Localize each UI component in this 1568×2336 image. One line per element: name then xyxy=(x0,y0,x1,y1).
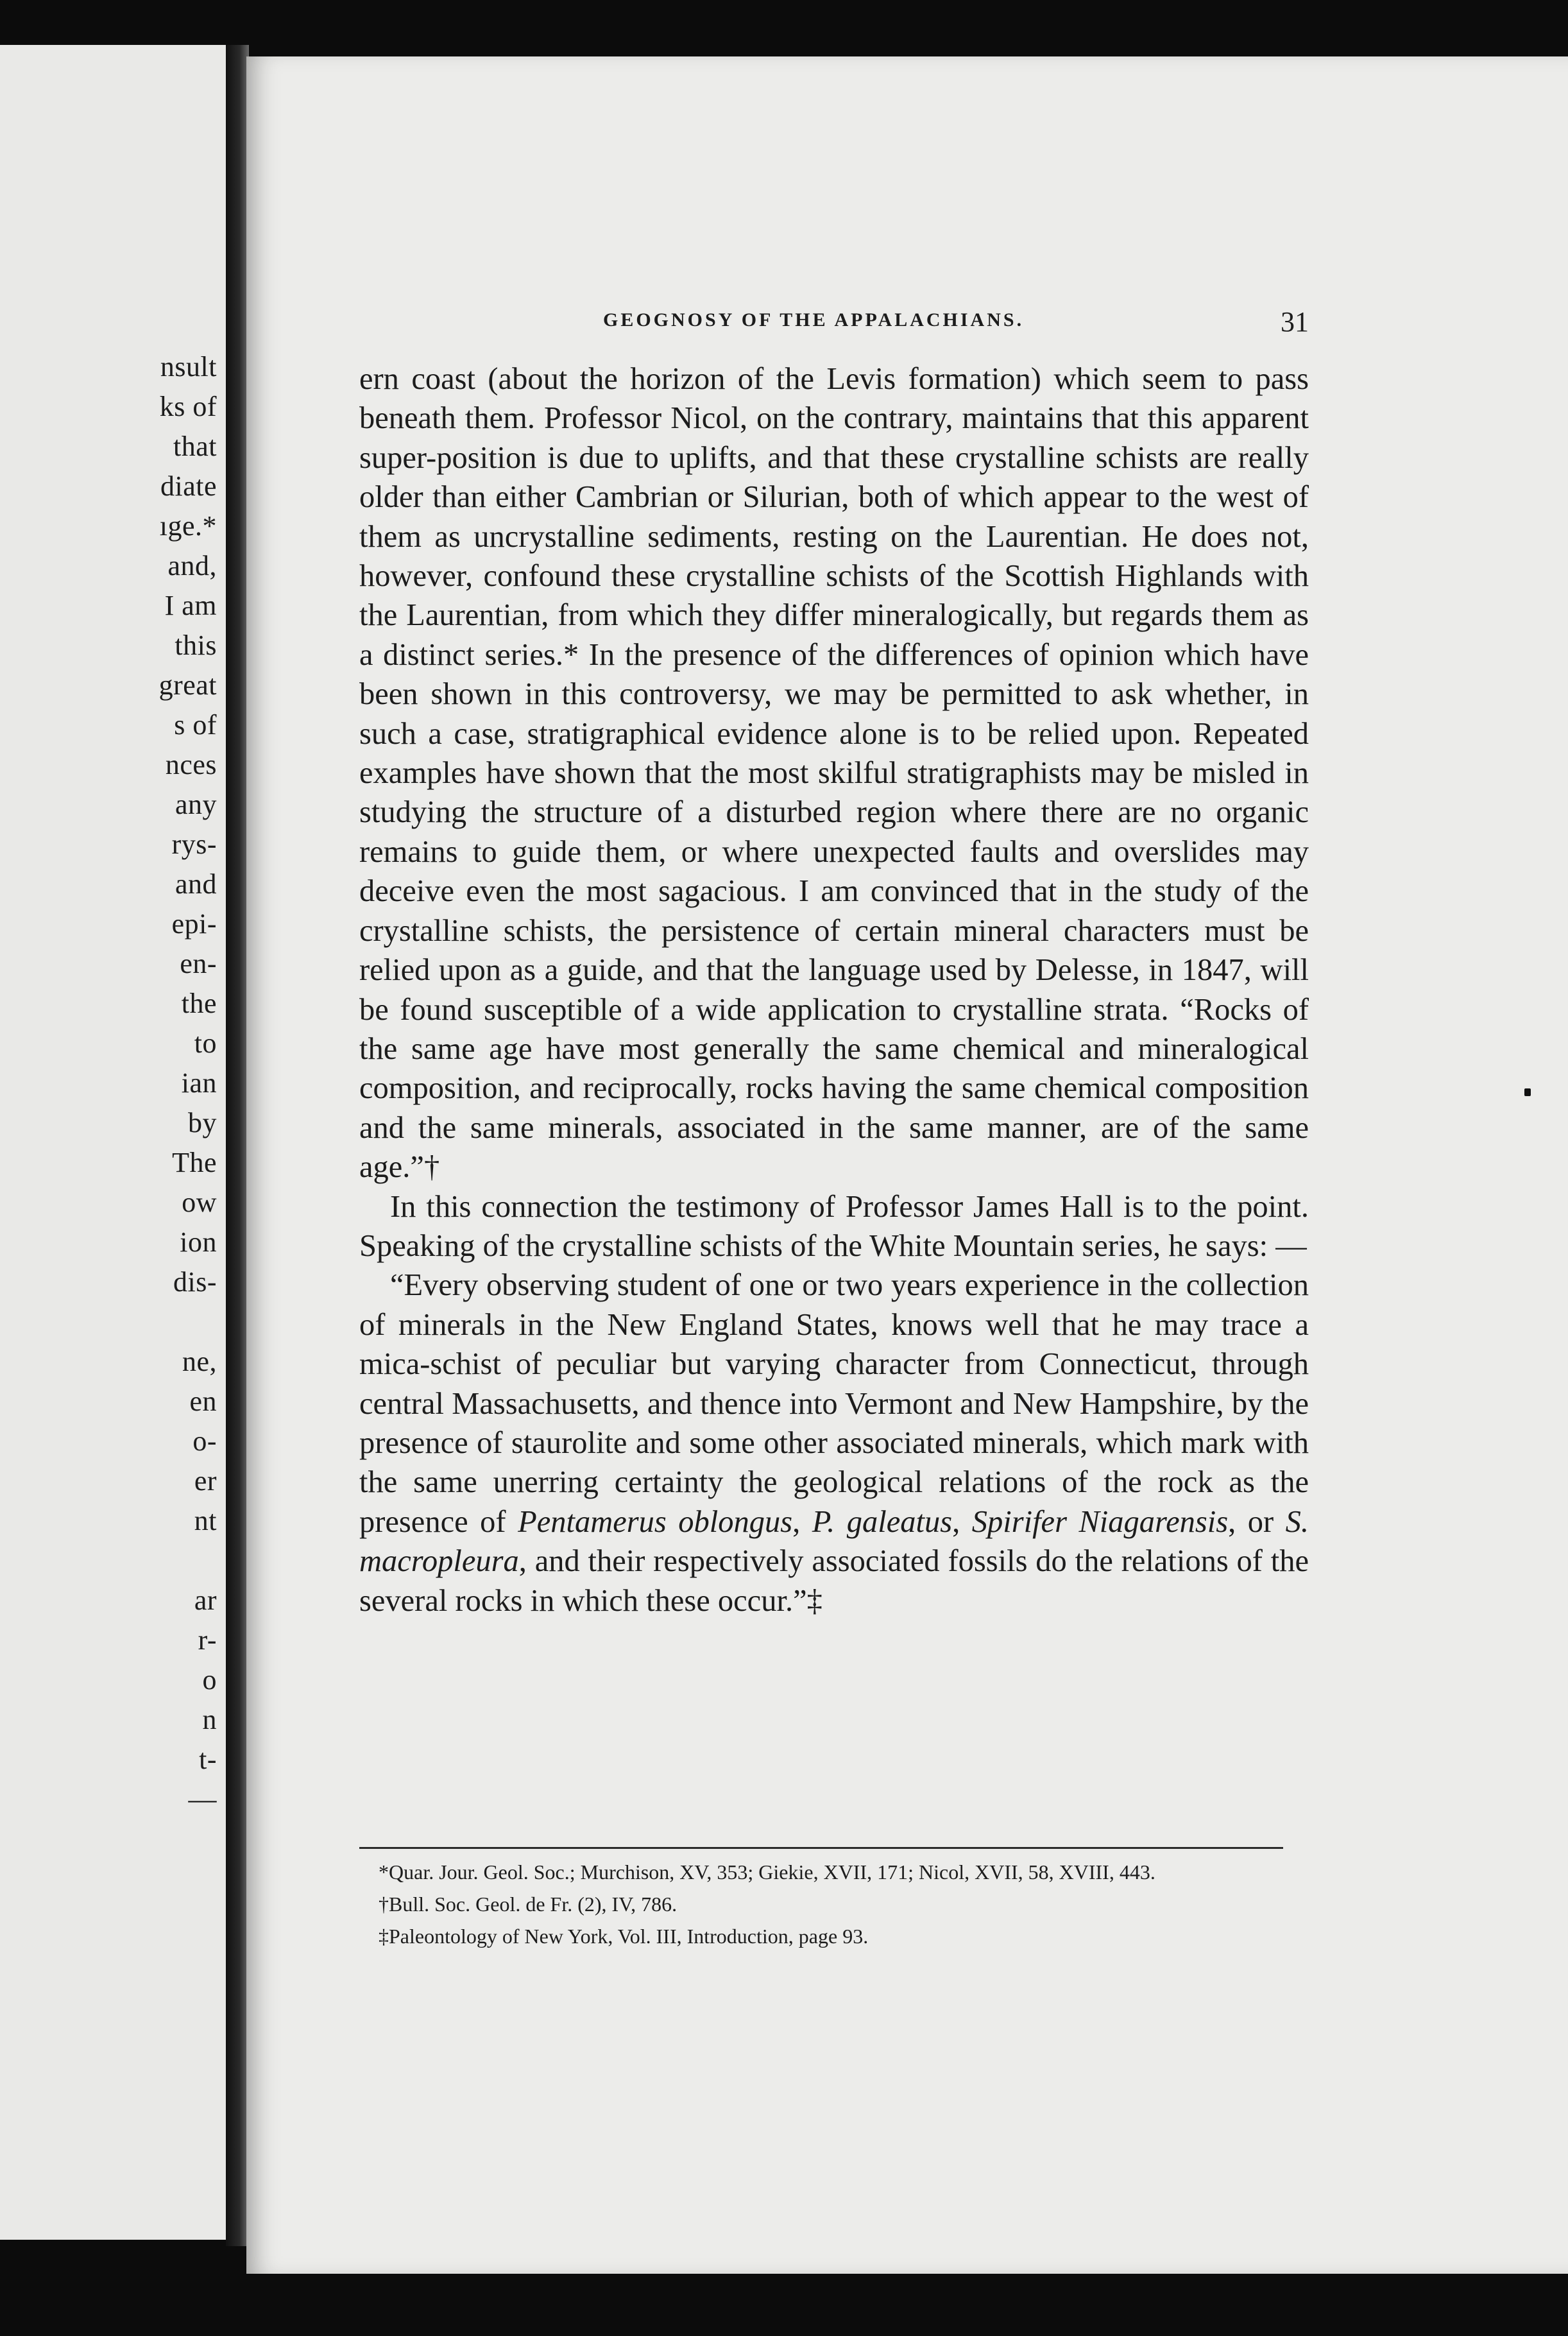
margin-fragment: nsult xyxy=(160,351,217,382)
running-head-title: GEOGNOSY OF THE APPALACHIANS. xyxy=(603,309,1025,331)
margin-fragment: The xyxy=(172,1147,217,1178)
margin-fragment: ow xyxy=(182,1187,217,1218)
margin-fragment: o xyxy=(202,1664,217,1696)
species-name: Spirifer Niagarensis xyxy=(971,1504,1229,1539)
margin-fragment: er xyxy=(194,1465,217,1497)
running-head xyxy=(359,305,1309,344)
margin-fragment: r- xyxy=(198,1624,217,1656)
margin-fragment: — xyxy=(188,1783,217,1815)
footnote-2: †Bull. Soc. Geol. de Fr. (2), IV, 786. xyxy=(379,1893,677,1916)
margin-fragment: that xyxy=(173,431,217,462)
species-name: Pentamerus oblongus xyxy=(518,1504,793,1539)
book-gutter xyxy=(226,45,249,2246)
margin-fragment: any xyxy=(175,789,217,820)
body-text xyxy=(359,359,1309,1620)
footnotes xyxy=(359,1856,1283,1952)
margin-fragment: by xyxy=(188,1107,217,1138)
quote-end: , and their respectively associated fossils do the relations of the several rocks in which these occur.”‡ xyxy=(359,1544,1309,1618)
margin-fragment: en xyxy=(189,1386,217,1417)
margin-fragment: nt xyxy=(194,1505,217,1536)
margin-fragment: epi- xyxy=(171,908,217,940)
margin-fragment: to xyxy=(194,1027,217,1059)
margin-fragment: diate xyxy=(160,470,217,502)
margin-fragment: rys- xyxy=(171,829,217,860)
quote-start: “Every observing student of one or two years experience in the collection of minerals in the New England States, knows well that he may trace a mica-schist of peculiar but varying character from Connecticut, through central Massachusetts, and thence into Vermont and New Hampshire, by the presence of staurolite and some other associated minerals, which mark with the same unerring certainty the geological relations of the rock as the presence of xyxy=(359,1268,1309,1539)
margin-fragment: t- xyxy=(199,1744,217,1775)
margin-fragment: ks of xyxy=(159,391,217,422)
ink-speck xyxy=(1524,1088,1531,1096)
previous-page-fragment xyxy=(0,45,234,2240)
margin-fragment: nces xyxy=(165,749,217,780)
footnote-1: *Quar. Jour. Geol. Soc.; Murchison, XV, 353; Giekie, XVII, 171; Nicol, XVII, 58, XVIII, 443. xyxy=(379,1860,1155,1884)
margin-fragment: this xyxy=(175,630,217,661)
margin-fragment: dis- xyxy=(173,1266,217,1298)
quote-separator: , xyxy=(952,1504,960,1539)
margin-fragment: ion xyxy=(180,1226,217,1258)
margin-fragment: the xyxy=(181,988,217,1019)
margin-fragment: great xyxy=(158,669,217,701)
margin-fragment: and xyxy=(175,868,217,900)
margin-fragment: ıge.* xyxy=(159,510,217,542)
margin-fragment: n xyxy=(202,1704,217,1735)
quote-separator: , or xyxy=(1228,1504,1274,1539)
quote-separator: , xyxy=(792,1504,801,1539)
margin-fragment: ian xyxy=(181,1067,217,1099)
species-name: P. galeatus xyxy=(812,1504,953,1539)
margin-fragment: ne, xyxy=(182,1346,217,1377)
species-name: S. macropleura xyxy=(359,1504,1309,1579)
page-number: 31 xyxy=(1281,306,1309,338)
margin-fragment: en- xyxy=(180,948,217,979)
quotation-paragraph xyxy=(359,1266,1309,1620)
footnote-3: ‡Paleontology of New York, Vol. III, Introduction, page 93. xyxy=(379,1925,869,1948)
margin-fragment: s of xyxy=(174,709,217,741)
paragraph-1: ern coast (about the horizon of the Levis formation) which seem to pass beneath them. Professor Nicol, on the contrary, maintains that this apparent super-position is due to uplifts, and that these crystalline schists are really older than either Cambrian or Silurian, both of which appear to the west of them as uncrystalline sediments, resting on the Laurentian. He does not, however, confound these crystalline schists of the Scottish Highlands with the Laurentian, from which they differ mineralogically, but regards them as a distinct series.* In the presence of the differences of opinion which have been shown in this controversy, we may be permitted to ask whether, in such a case, stratigraphical evidence alone is to be relied upon. Repeated examples have shown that the most skilful stratigraphists may be misled in studying the structure of a disturbed region where there are no organic remains to guide them, or where unexpected faults and overslides may deceive even the most sagacious. I am convinced that in the study of the crystalline schists, the persistence of certain mineral characters must be relied upon as a guide, and that the language used by Delesse, in 1847, will be found susceptible of a wide application to crystalline strata. “Rocks of the same age have most generally the same chemical and mineralogical composition, and reciprocally, rocks having the same chemical composition and the same minerals, associated in the same manner, are of the same age.”† xyxy=(359,362,1309,1185)
paragraph-2: In this connection the testimony of Professor James Hall is to the point. Speaking of the crystalline schists of the White Mountain series, he says: — xyxy=(359,1189,1309,1263)
footnote-rule xyxy=(359,1847,1283,1849)
margin-fragment: I am xyxy=(164,590,217,621)
margin-fragment: ar xyxy=(194,1585,217,1616)
margin-fragment: and, xyxy=(167,550,217,581)
margin-fragment: o- xyxy=(192,1425,217,1457)
